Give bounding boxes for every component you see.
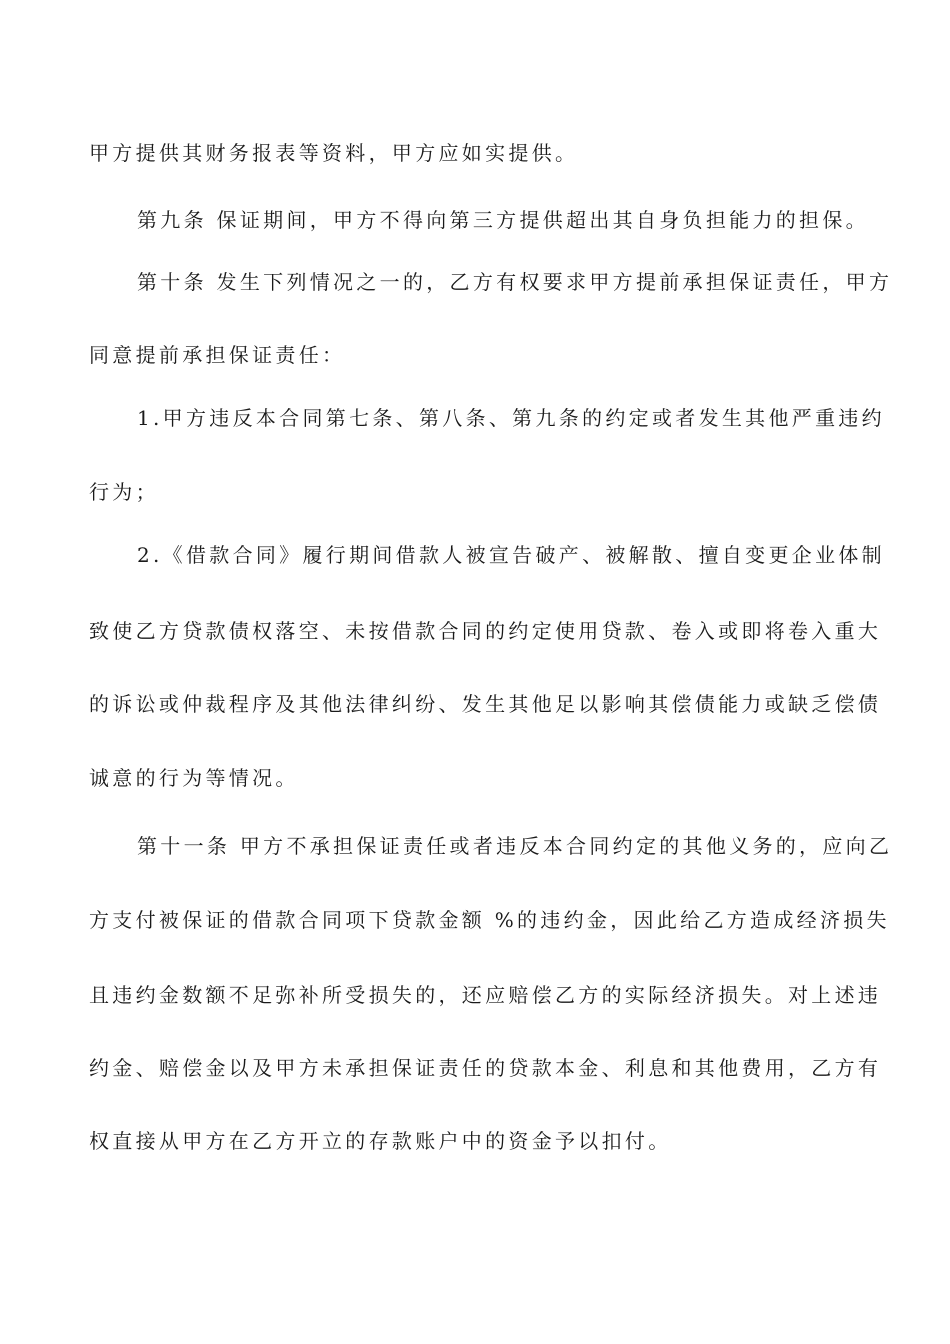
text-line-13: 且违约金数额不足弥补所受损失的，还应赔偿乙方的实际经济损失。对上述违 — [89, 983, 882, 1007]
text-line-9: 的诉讼或仲裁程序及其他法律纠纷、发生其他足以影响其偿债能力或缺乏偿债 — [89, 692, 882, 716]
text-line-10: 诚意的行为等情况。 — [89, 766, 299, 790]
text-line-4: 同意提前承担保证责任： — [89, 343, 346, 367]
text-line-article-10: 第十条 发生下列情况之一的，乙方有权要求甲方提前承担保证责任，甲方 — [137, 270, 893, 294]
text-line-12: 方支付被保证的借款合同项下贷款金额 %的违约金，因此给乙方造成经济损失 — [89, 908, 890, 932]
text-line-6: 行为； — [89, 480, 159, 504]
text-line-item-2: 2.《借款合同》履行期间借款人被宣告破产、被解散、擅自变更企业体制 — [137, 543, 885, 567]
text-line-item-1: 1.甲方违反本合同第七条、第八条、第九条的约定或者发生其他严重违约 — [137, 406, 885, 430]
text-line-1: 甲方提供其财务报表等资料，甲方应如实提供。 — [89, 141, 579, 165]
text-line-8: 致使乙方贷款债权落空、未按借款合同的约定使用贷款、卷入或即将卷入重大 — [89, 619, 882, 643]
text-line-15: 权直接从甲方在乙方开立的存款账户中的资金予以扣付。 — [89, 1129, 672, 1153]
text-line-article-9: 第九条 保证期间，甲方不得向第三方提供超出其自身负担能力的担保。 — [137, 208, 869, 232]
text-line-14: 约金、赔偿金以及甲方未承担保证责任的贷款本金、利息和其他费用，乙方有 — [89, 1056, 882, 1080]
text-line-article-11: 第十一条 甲方不承担保证责任或者违反本合同约定的其他义务的，应向乙 — [137, 834, 893, 858]
